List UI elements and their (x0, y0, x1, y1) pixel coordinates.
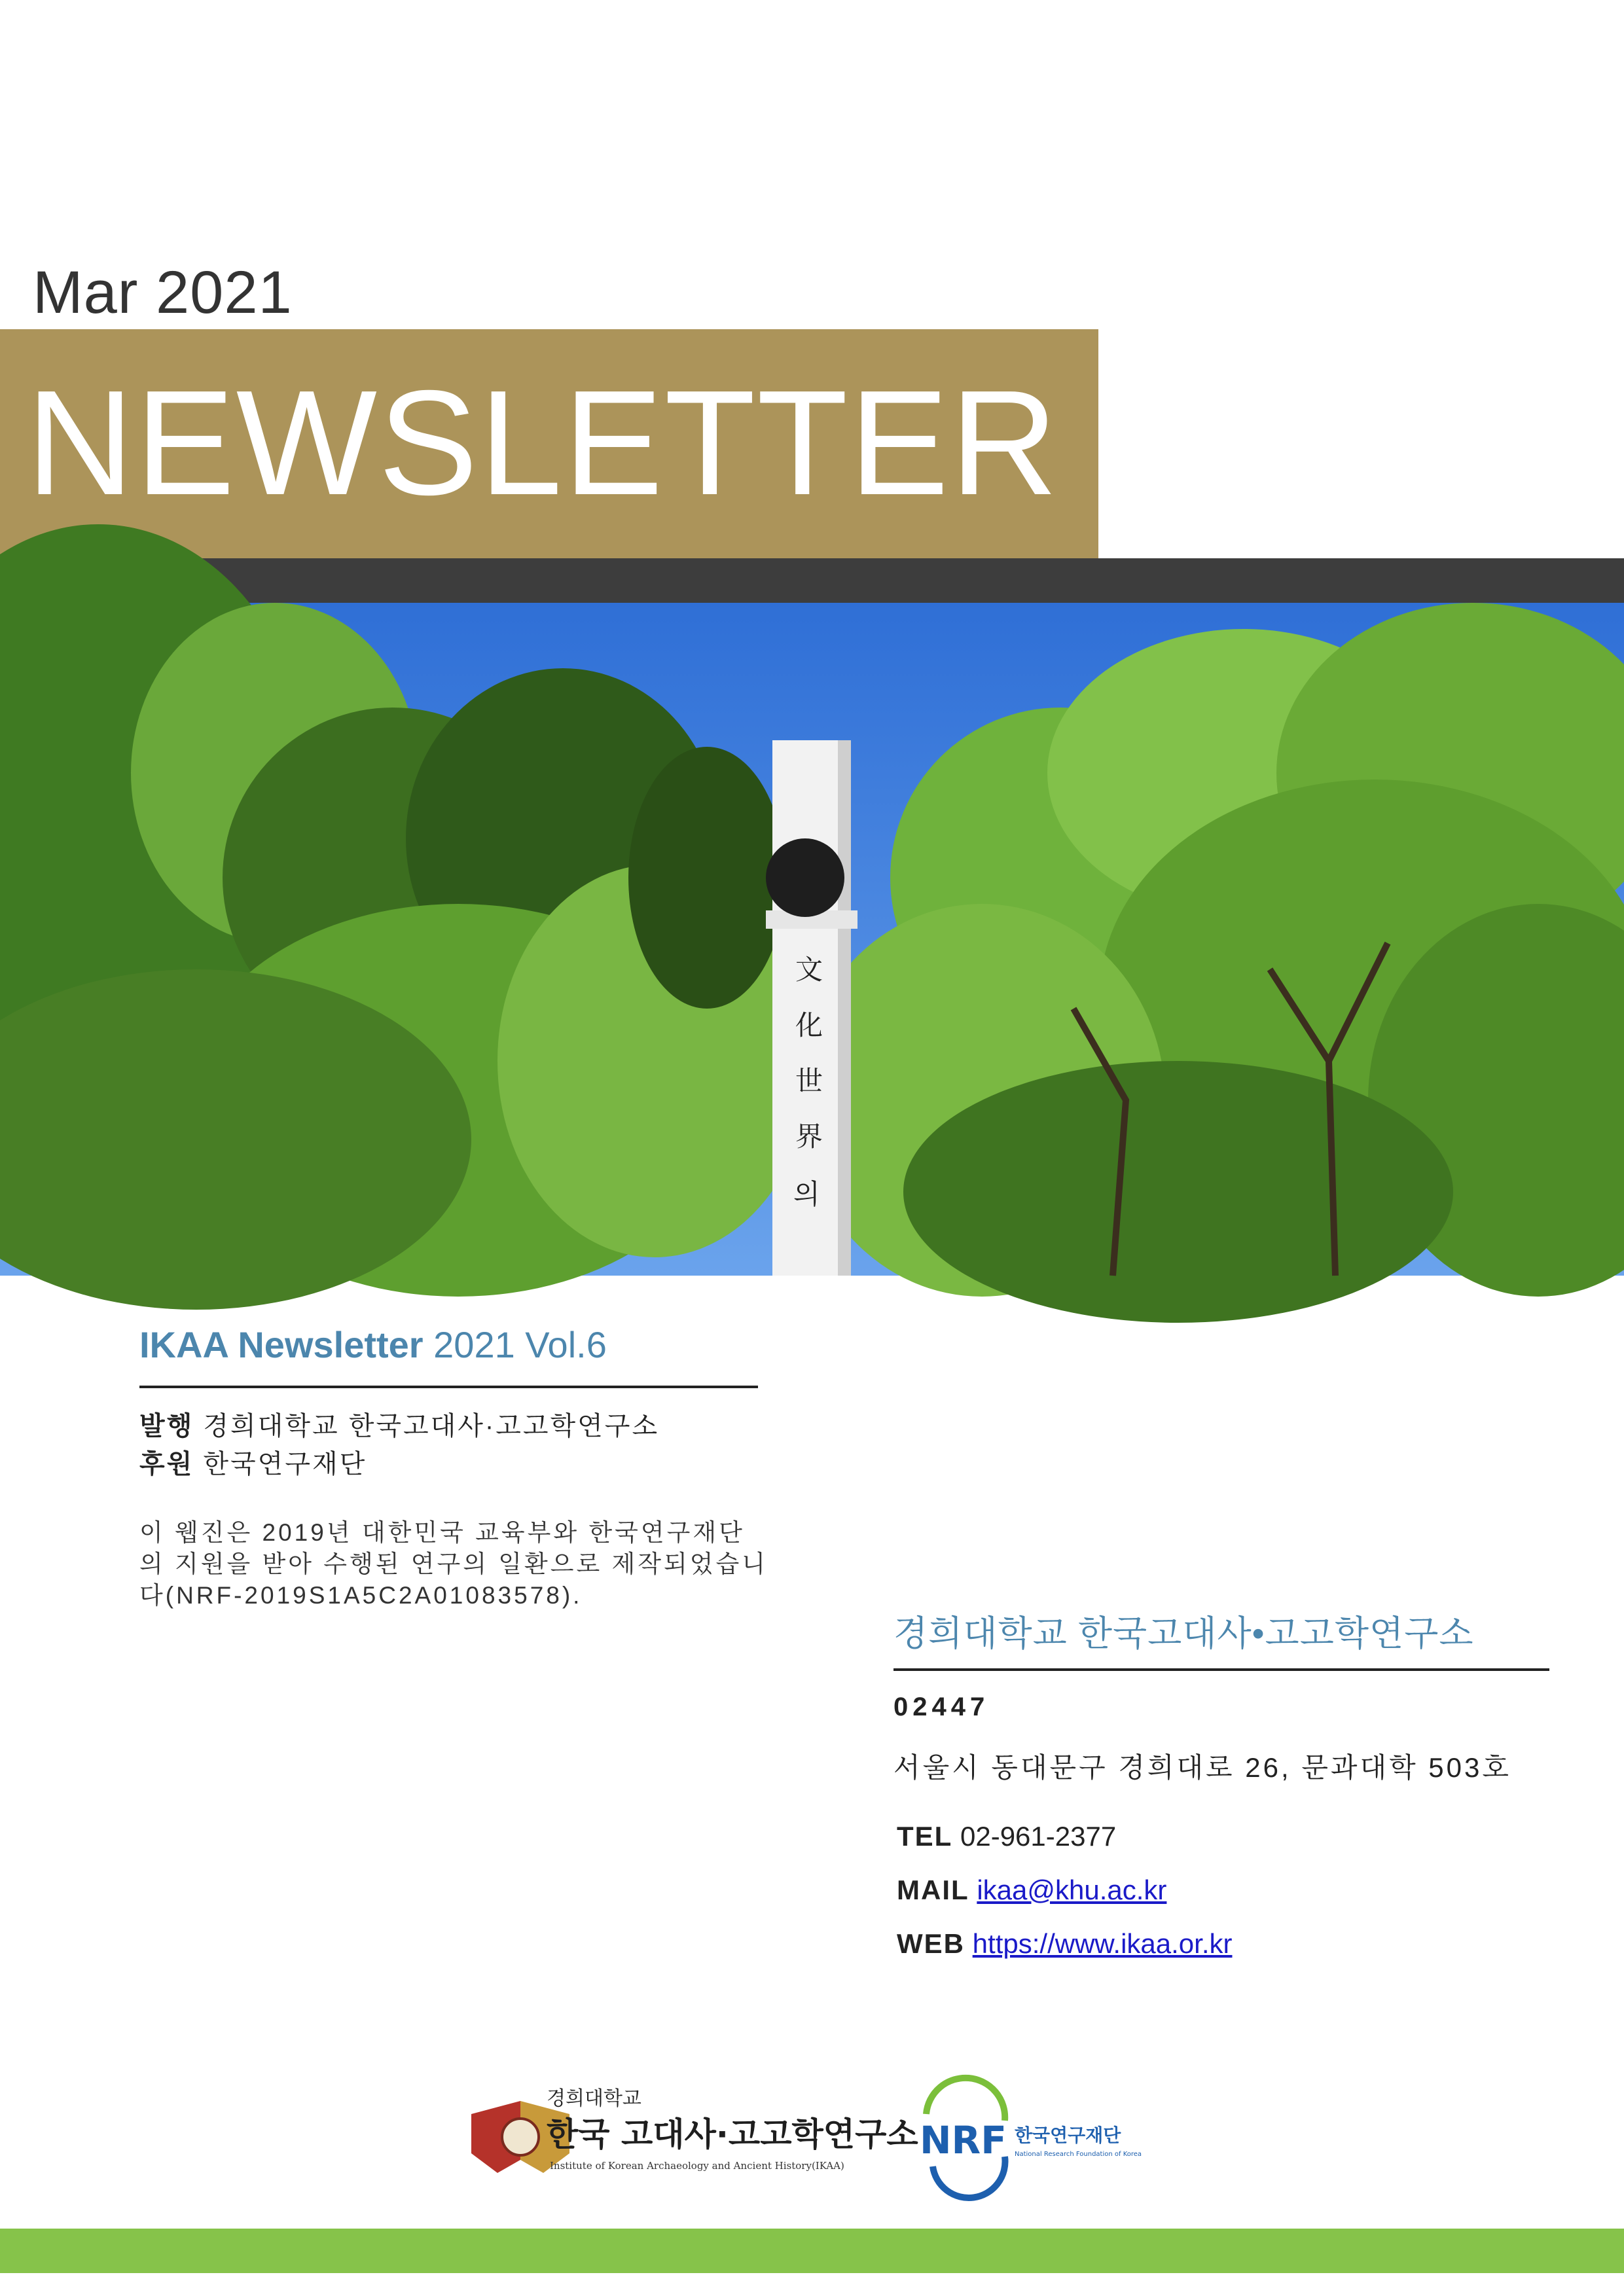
web-link[interactable]: https://www.ikaa.or.kr (972, 1928, 1233, 1959)
divider-line (139, 1386, 758, 1388)
ikaa-logo (458, 2081, 918, 2179)
nrf-logo-ko-text: 한국연구재단 (1015, 2125, 1121, 2146)
funding-notice: 이 웹진은 2019년 대한민국 교육부와 한국연구재단의 지원을 받아 수행된 연구의 일환으로 제작되었습니다(NRF-2019S1A5C2A01083578). (139, 1519, 768, 1609)
monument-char: 의 (793, 1178, 820, 1210)
nrf-logo-en-text: National Research Foundation of Korea (1015, 2151, 1142, 2158)
monument-char: 化 (795, 1009, 823, 1041)
nrf-logo-mark: NRF (920, 2118, 1007, 2162)
ikaa-logo-en-text: Institute of Korean Archaeology and Ancient History(IKAA) (550, 2160, 844, 2172)
nrf-logo (907, 2094, 1142, 2179)
monument-char: 文 (795, 954, 823, 986)
ikaa-logo-main-text: 한국 고대사·고고학연구소 (547, 2115, 918, 2153)
monument-char: 世 (795, 1065, 823, 1097)
contact-web (897, 1928, 1232, 1960)
monument-char: 界 (795, 1121, 823, 1153)
publication-volume: 2021 Vol.6 (433, 1324, 607, 1365)
web-label: WEB (897, 1928, 965, 1959)
mail-link[interactable]: ikaa@khu.ac.kr (977, 1874, 1167, 1905)
publisher-label: 발행 (139, 1412, 194, 1441)
sponsor-name: 한국연구재단 (203, 1450, 367, 1479)
issue-date: Mar 2021 (33, 259, 293, 326)
address: 서울시 동대문구 경희대로 26, 문과대학 503호 (893, 1752, 1511, 1783)
divider-line (893, 1668, 1549, 1671)
monument (766, 740, 857, 1276)
contact-mail (897, 1874, 1166, 1906)
tel-label: TEL (897, 1821, 953, 1852)
postal-code: 02447 (893, 1693, 990, 1721)
sponsor-label: 후원 (139, 1450, 194, 1479)
cover-photo (0, 603, 1624, 1276)
ikaa-logo-small-text: 경희대학교 (547, 2087, 641, 2110)
cover-photo-illustration (0, 603, 1624, 1276)
publisher-info (139, 1407, 659, 1483)
contact-tel (897, 1821, 1116, 1852)
mail-label: MAIL (897, 1874, 969, 1905)
publication-title-bold: IKAA Newsletter (139, 1324, 424, 1365)
publication-title (139, 1323, 607, 1366)
title-banner (0, 329, 1098, 558)
institute-name: 경희대학교 한국고대사•고고학연구소 (893, 1614, 1474, 1653)
publisher-name: 경희대학교 한국고대사·고고학연구소 (203, 1412, 660, 1441)
footer-bar (0, 2229, 1624, 2273)
newsletter-title: NEWSLETTER (26, 360, 1060, 526)
tel-number: 02-961-2377 (960, 1821, 1117, 1852)
